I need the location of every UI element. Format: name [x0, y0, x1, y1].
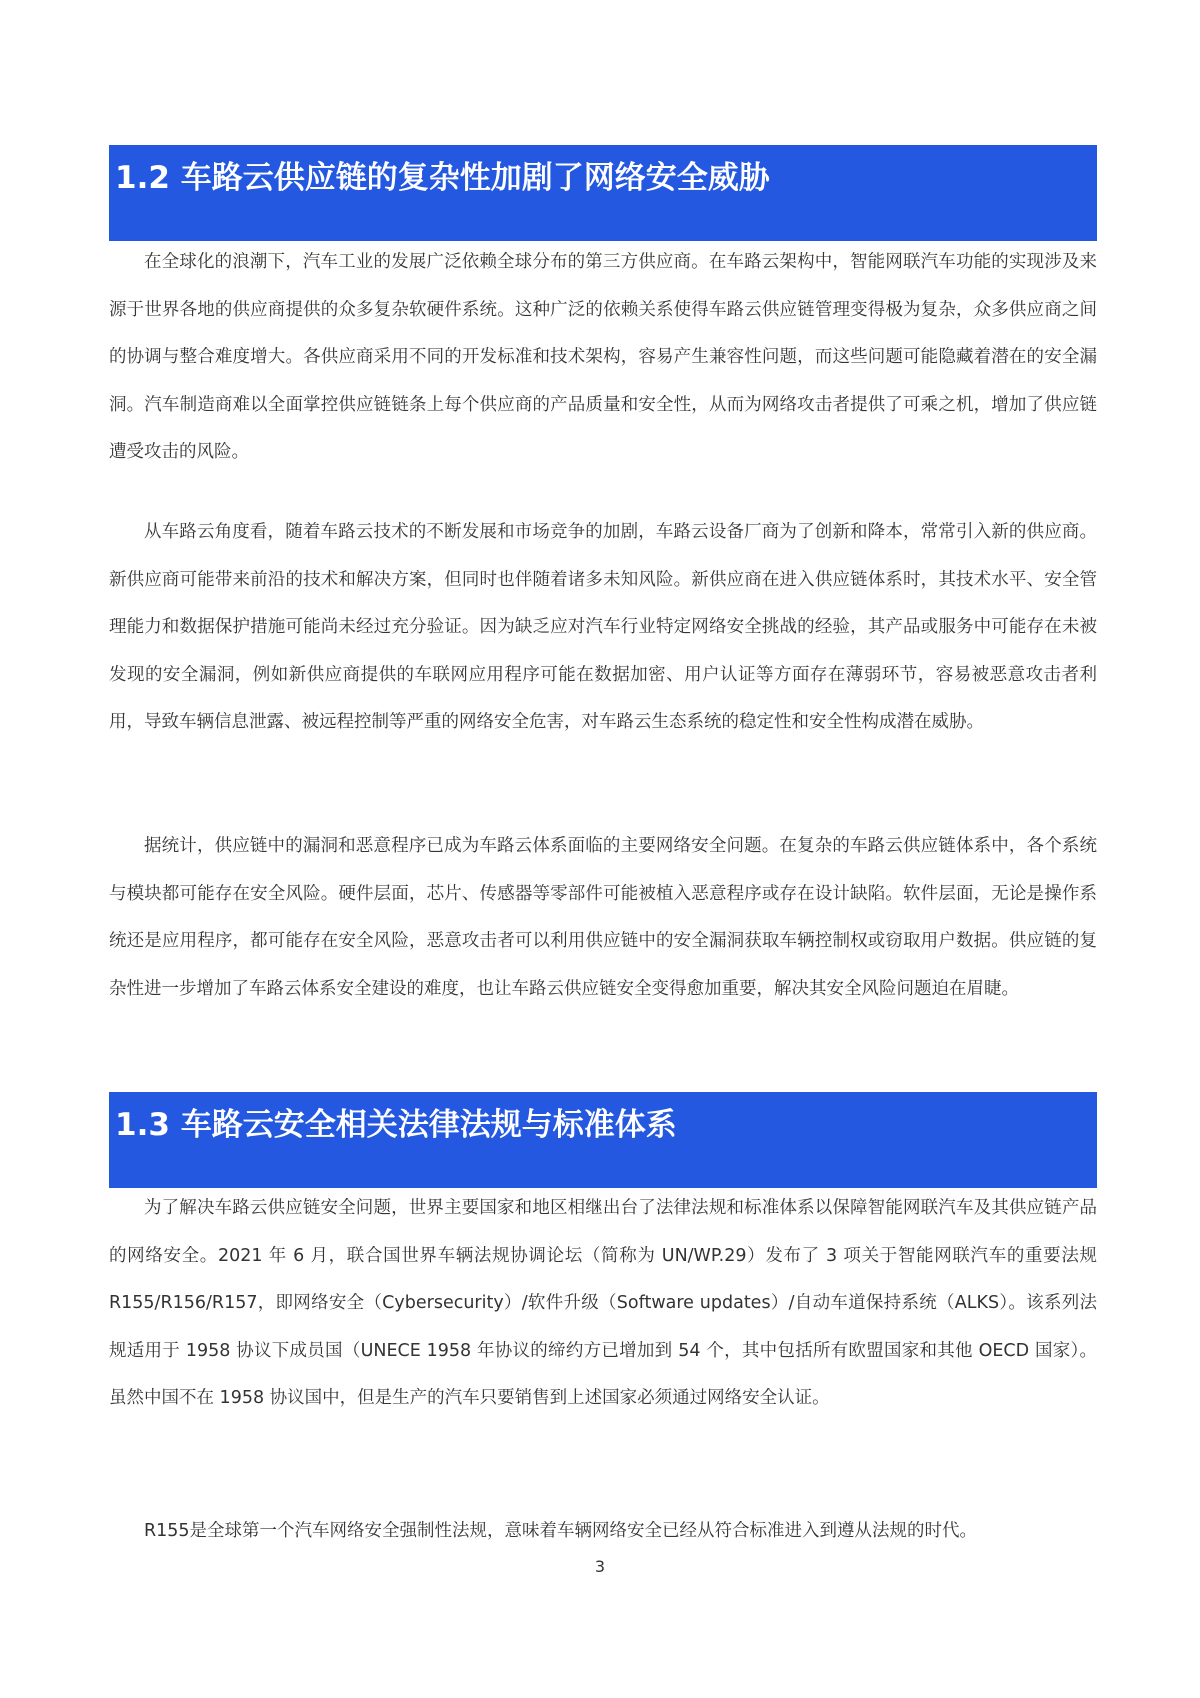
- section-header-1-2: [109, 145, 1097, 241]
- page-number: 3: [594, 1557, 606, 1576]
- paragraph: R155是全球第一个汽车网络安全强制性法规，意味着车辆网络安全已经从符合标准进入到遵从法规的时代。: [144, 1521, 978, 1541]
- paragraph: 据统计，供应链中的漏洞和恶意程序已成为车路云体系面临的主要网络安全问题。在复杂的车路云供应链体系中，各个系统与模块都可能存在安全风险。硬件层面，芯片、传感器等零部件可能被植入恶意程序或存在设计缺陷。软件层面，无论是操作系统还是应用程序，都可能存在安全风险，恶意攻击者可以利用供应链中的安全漏洞获取车辆控制权或窃取用户数据。供应链的复杂性进一步增加了车路云体系安全建设的难度，也让车路云供应链安全变得愈加重要，解决其安全风险问题迫在眉睫。: [109, 836, 1097, 999]
- paragraph: 在全球化的浪潮下，汽车工业的发展广泛依赖全球分布的第三方供应商。在车路云架构中，智能网联汽车功能的实现涉及来源于世界各地的供应商提供的众多复杂软硬件系统。这种广泛的依赖关系使得车路云供应链管理变得极为复杂，众多供应商之间的协调与整合难度增大。各供应商采用不同的开发标准和技术架构，容易产生兼容性问题，而这些问题可能隐藏着潜在的安全漏洞。汽车制造商难以全面掌控供应链链条上每个供应商的产品质量和安全性，从而为网络攻击者提供了可乘之机，增加了供应链遭受攻击的风险。: [109, 252, 1097, 462]
- paragraph: 从车路云角度看，随着车路云技术的不断发展和市场竞争的加剧，车路云设备厂商为了创新和降本，常常引入新的供应商。新供应商可能带来前沿的技术和解决方案，但同时也伴随着诸多未知风险。新供应商在进入供应链体系时，其技术水平、安全管理能力和数据保护措施可能尚未经过充分验证。因为缺乏应对汽车行业特定网络安全挑战的经验，其产品或服务中可能存在未被发现的安全漏洞，例如新供应商提供的车联网应用程序可能在数据加密、用户认证等方面存在薄弱环节，容易被恶意攻击者利用，导致车辆信息泄露、被远程控制等严重的网络安全危害，对车路云生态系统的稳定性和安全性构成潜在威胁。: [109, 522, 1097, 732]
- section-header-1-3: [109, 1092, 1097, 1188]
- section-title: 1.3 车路云安全相关法律法规与标准体系: [115, 1107, 677, 1143]
- paragraph: 为了解决车路云供应链安全问题，世界主要国家和地区相继出台了法律法规和标准体系以保障智能网联汽车及其供应链产品的网络安全。2021 年 6 月，联合国世界车辆法规协调论坛（简称为 UN/WP.29）发布了 3 项关于智能网联汽车的重要法规 R155/R156/R157，即网络安全（Cybersecurity）/软件升级（Software updates）/自动车道保持系统（ALKS）。该系列法规适用于 1958 协议下成员国（UNECE 1958 年协议的缔约方已增加到 54 个，其中包括所有欧盟国家和其他 OECD 国家）。虽然中国不在 1958 协议国中，但是生产的汽车只要销售到上述国家必须通过网络安全认证。: [109, 1198, 1097, 1408]
- section-title: 1.2 车路云供应链的复杂性加剧了网络安全威胁: [115, 160, 770, 196]
